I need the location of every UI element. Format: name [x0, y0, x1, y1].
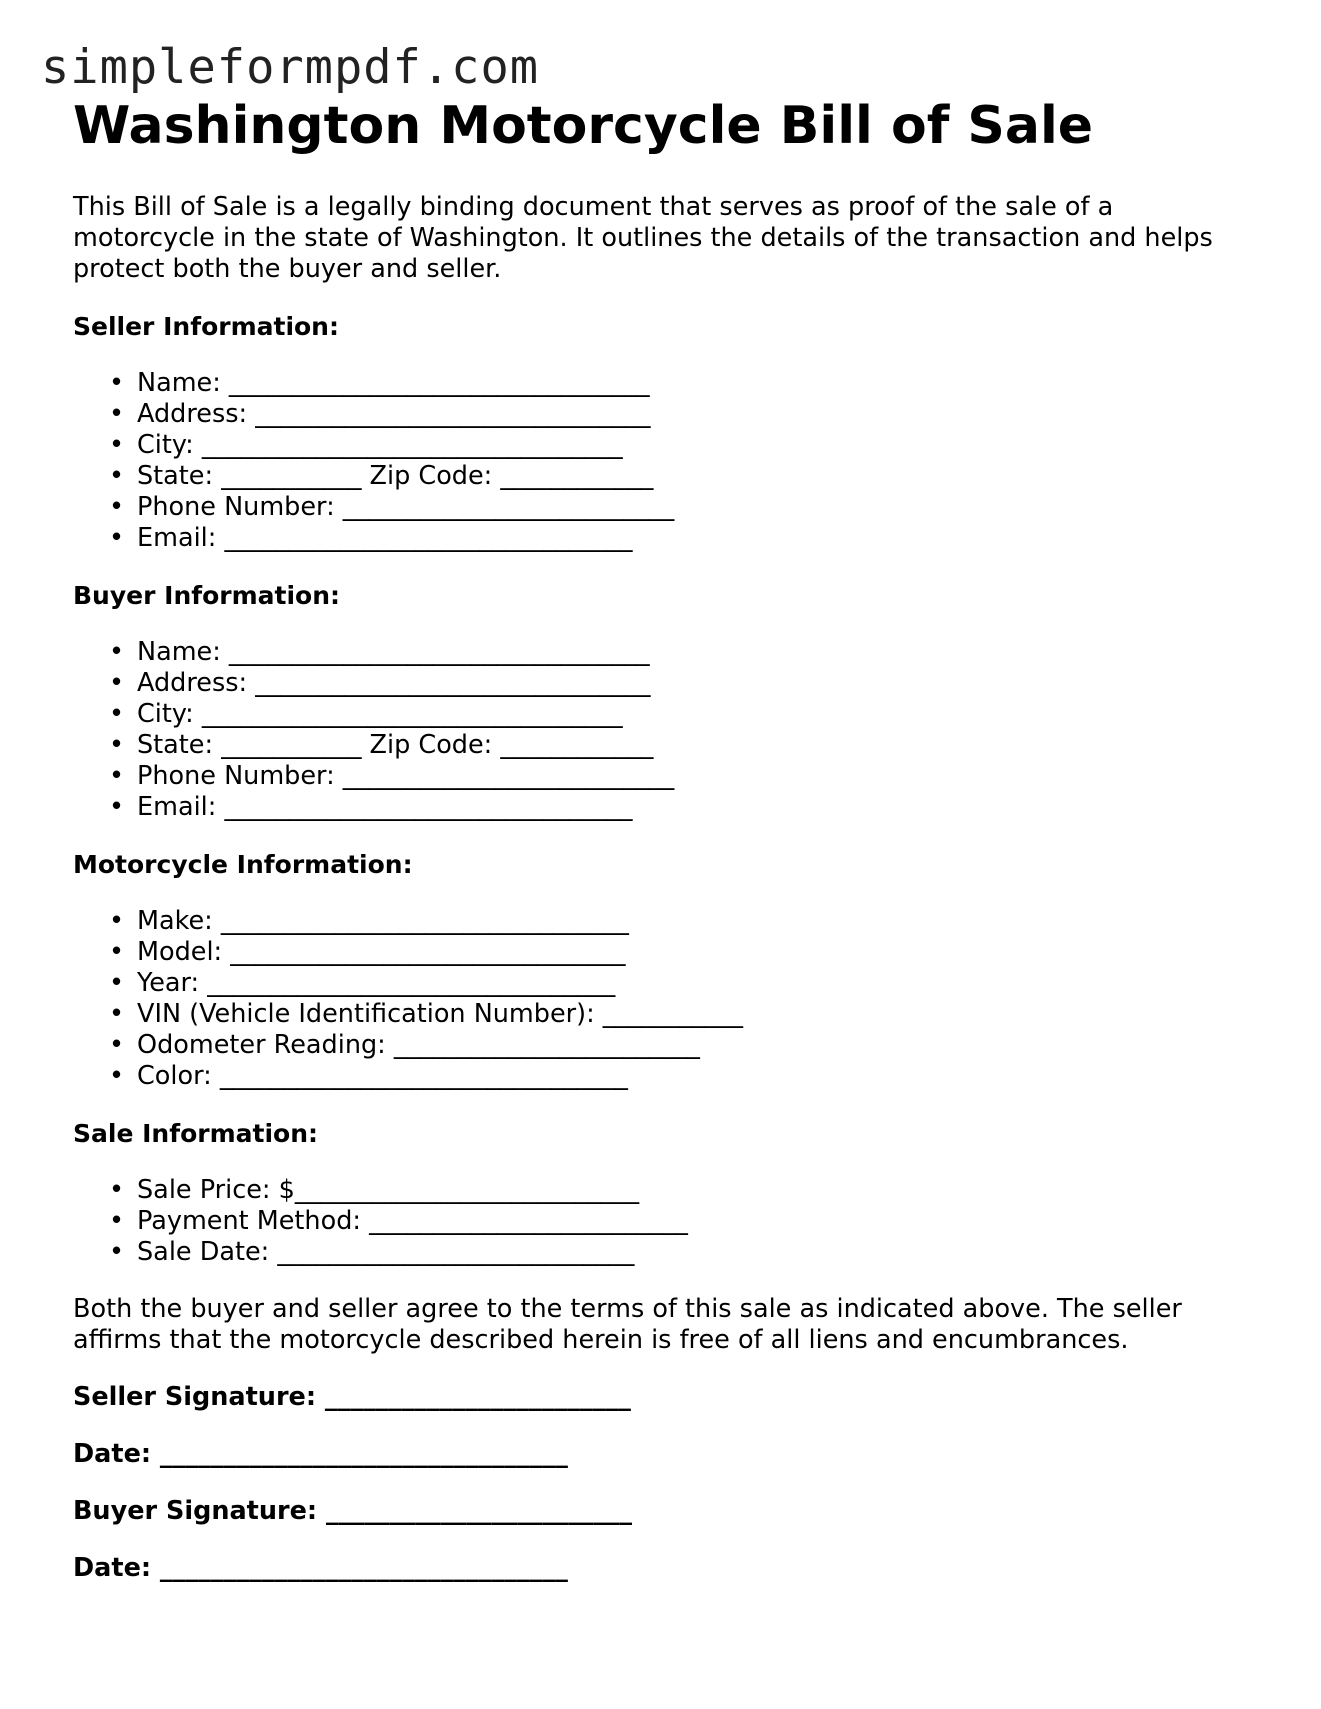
- buyer-name-field[interactable]: • Name: _________________________________: [137, 637, 1253, 668]
- watermark: simpleformpdf.com: [41, 40, 540, 95]
- payment-method-field[interactable]: • Payment Method: _________________________: [137, 1206, 1253, 1237]
- sale-heading: Sale Information:: [73, 1119, 318, 1148]
- seller-city-field[interactable]: • City: _________________________________: [137, 430, 1253, 461]
- motorcycle-odometer-field[interactable]: • Odometer Reading: ________________________: [137, 1030, 1253, 1061]
- sale-price-field[interactable]: • Sale Price: $___________________________: [137, 1175, 1253, 1206]
- sale-fields-list: [73, 1175, 1253, 1268]
- motorcycle-make-field[interactable]: • Make: ________________________________: [137, 906, 1253, 937]
- buyer-fields-list: [73, 637, 1253, 823]
- seller-date-field[interactable]: Date: ________________________________: [73, 1439, 568, 1469]
- buyer-date-field[interactable]: Date: ________________________________: [73, 1553, 568, 1583]
- sale-date-field[interactable]: • Sale Date: ____________________________: [137, 1237, 1253, 1268]
- motorcycle-fields-list: [73, 906, 1253, 1092]
- seller-state-zip-field[interactable]: • State: ___________ Zip Code: ____________: [137, 461, 1253, 492]
- seller-name-field[interactable]: • Name: _________________________________: [137, 368, 1253, 399]
- seller-fields-list: [73, 368, 1253, 554]
- closing-paragraph: Both the buyer and seller agree to the terms of this sale as indicated above. The seller affirms that the motorcycle described herein is free of all liens and encumbrances.: [73, 1294, 1182, 1355]
- motorcycle-heading: Motorcycle Information:: [73, 850, 413, 879]
- seller-heading: Seller Information:: [73, 312, 339, 341]
- motorcycle-vin-field[interactable]: • VIN (Vehicle Identification Number): ___________: [137, 999, 1253, 1030]
- buyer-phone-field[interactable]: • Phone Number: __________________________: [137, 761, 1253, 792]
- document-body: [73, 88, 1253, 1584]
- motorcycle-color-field[interactable]: • Color: ________________________________: [137, 1061, 1253, 1092]
- buyer-heading: Buyer Information:: [73, 581, 341, 610]
- buyer-city-field[interactable]: • City: _________________________________: [137, 699, 1253, 730]
- buyer-address-field[interactable]: • Address: _______________________________: [137, 668, 1253, 699]
- intro-paragraph: This Bill of Sale is a legally binding document that serves as proof of the sale of a motorcycle in the state of Washington. It outlines the details of the transaction and helps protect both the buyer and seller.: [73, 192, 1213, 284]
- page-title: Washington Motorcycle Bill of Sale: [73, 96, 1094, 156]
- seller-signature-field[interactable]: Seller Signature: ________________________: [73, 1382, 631, 1412]
- buyer-signature-field[interactable]: Buyer Signature: ________________________: [73, 1496, 632, 1526]
- seller-address-field[interactable]: • Address: _______________________________: [137, 399, 1253, 430]
- motorcycle-year-field[interactable]: • Year: ________________________________: [137, 968, 1253, 999]
- seller-email-field[interactable]: • Email: ________________________________: [137, 523, 1253, 554]
- buyer-email-field[interactable]: • Email: ________________________________: [137, 792, 1253, 823]
- buyer-state-zip-field[interactable]: • State: ___________ Zip Code: ____________: [137, 730, 1253, 761]
- motorcycle-model-field[interactable]: • Model: _______________________________: [137, 937, 1253, 968]
- seller-phone-field[interactable]: • Phone Number: __________________________: [137, 492, 1253, 523]
